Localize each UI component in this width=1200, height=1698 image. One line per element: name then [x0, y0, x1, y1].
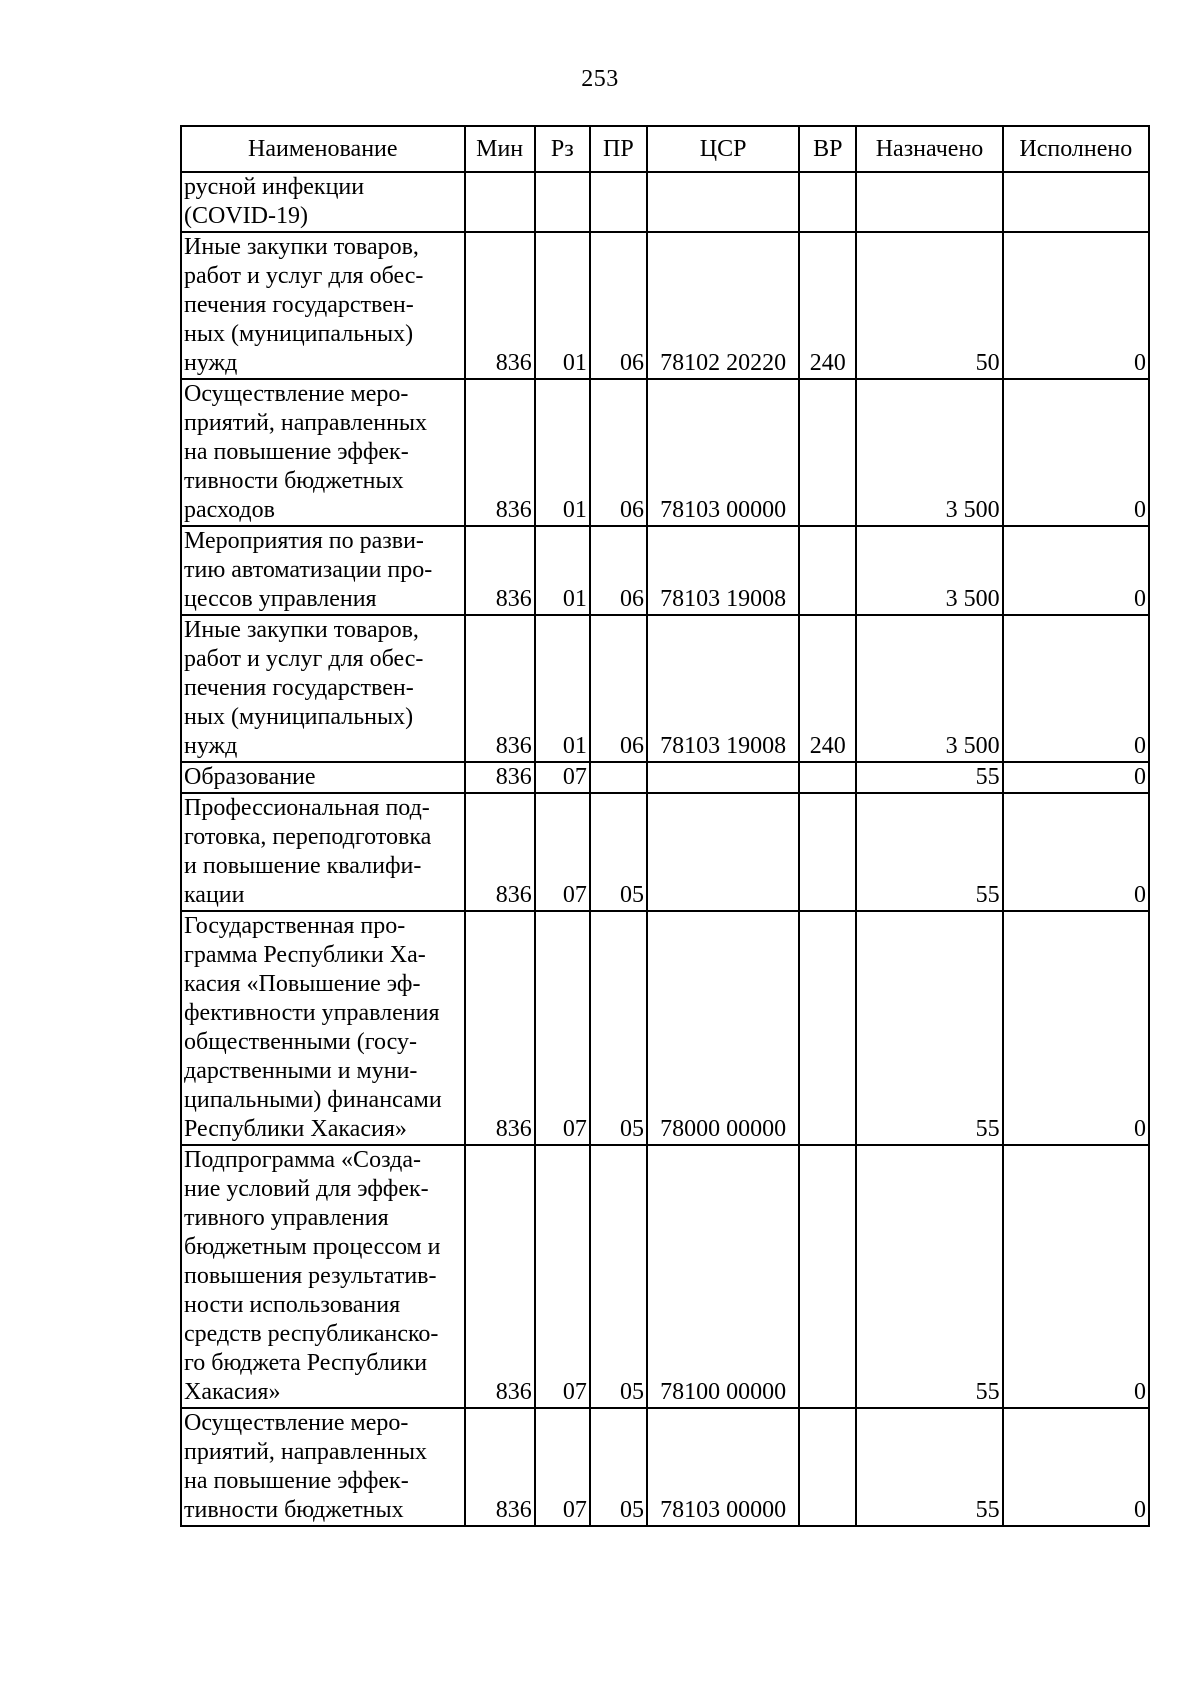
cell-vr — [799, 172, 856, 232]
cell-pr — [590, 172, 647, 232]
cell-name: Иные закупки товаров, работ и услуг для обес- печения государствен- ных (муниципальных) нужд — [181, 232, 465, 379]
cell-pr: 05 — [590, 911, 647, 1145]
cell-pr: 06 — [590, 615, 647, 762]
cell-naznacheno: 50 — [856, 232, 1002, 379]
page-number: 253 — [581, 66, 619, 92]
table-row — [181, 1408, 1149, 1526]
table-row — [181, 526, 1149, 615]
budget-table — [180, 125, 1150, 1527]
cell-vr — [799, 762, 856, 793]
header-min: Мин — [465, 126, 535, 172]
cell-csr: 78102 20220 — [647, 232, 799, 379]
cell-name: Государственная про- грамма Республики Ха- касия «Повышение эф- фективности управления общественными (госу- дарственными и муни- ципальными) финансами Республики Хакасия» — [181, 911, 465, 1145]
cell-naznacheno — [856, 172, 1002, 232]
cell-vr: 240 — [799, 232, 856, 379]
cell-pr: 05 — [590, 1145, 647, 1408]
cell-naznacheno: 55 — [856, 911, 1002, 1145]
cell-rz: 01 — [535, 232, 590, 379]
cell-min: 836 — [465, 379, 535, 526]
cell-naznacheno: 55 — [856, 762, 1002, 793]
table-row — [181, 172, 1149, 232]
cell-csr: 78103 00000 — [647, 1408, 799, 1526]
cell-ispolneno: 0 — [1003, 379, 1149, 526]
table-row — [181, 615, 1149, 762]
cell-pr: 05 — [590, 1408, 647, 1526]
cell-rz — [535, 172, 590, 232]
table-row — [181, 793, 1149, 911]
cell-ispolneno: 0 — [1003, 526, 1149, 615]
cell-pr: 06 — [590, 232, 647, 379]
cell-csr: 78100 00000 — [647, 1145, 799, 1408]
header-naznacheno: Назначено — [856, 126, 1002, 172]
header-ispolneno: Исполнено — [1003, 126, 1149, 172]
cell-rz: 01 — [535, 526, 590, 615]
cell-ispolneno: 0 — [1003, 232, 1149, 379]
cell-rz: 01 — [535, 615, 590, 762]
cell-min: 836 — [465, 911, 535, 1145]
cell-ispolneno: 0 — [1003, 911, 1149, 1145]
cell-vr — [799, 911, 856, 1145]
cell-ispolneno — [1003, 172, 1149, 232]
cell-rz: 07 — [535, 1145, 590, 1408]
cell-name: русной инфекции (COVID-19) — [181, 172, 465, 232]
table-row — [181, 379, 1149, 526]
cell-rz: 07 — [535, 1408, 590, 1526]
cell-rz: 07 — [535, 793, 590, 911]
table-body — [181, 172, 1149, 1526]
cell-min: 836 — [465, 1408, 535, 1526]
cell-csr: 78103 19008 — [647, 526, 799, 615]
cell-naznacheno: 3 500 — [856, 526, 1002, 615]
cell-csr: 78000 00000 — [647, 911, 799, 1145]
cell-pr — [590, 762, 647, 793]
cell-rz: 07 — [535, 911, 590, 1145]
cell-rz: 01 — [535, 379, 590, 526]
cell-csr — [647, 172, 799, 232]
header-name: Наименование — [181, 126, 465, 172]
cell-min: 836 — [465, 762, 535, 793]
cell-csr — [647, 793, 799, 911]
cell-naznacheno: 55 — [856, 1145, 1002, 1408]
table-row — [181, 232, 1149, 379]
cell-ispolneno: 0 — [1003, 762, 1149, 793]
cell-csr: 78103 00000 — [647, 379, 799, 526]
cell-pr: 06 — [590, 526, 647, 615]
cell-name: Образование — [181, 762, 465, 793]
cell-naznacheno: 3 500 — [856, 379, 1002, 526]
cell-ispolneno: 0 — [1003, 615, 1149, 762]
cell-name: Подпрограмма «Созда- ние условий для эффек- тивного управления бюджетным процессом и повышения результатив- ности использования средств республиканско- го бюджета Республики Хакасия» — [181, 1145, 465, 1408]
cell-vr — [799, 793, 856, 911]
cell-min: 836 — [465, 526, 535, 615]
cell-min — [465, 172, 535, 232]
cell-name: Осуществление меро- приятий, направленных на повышение эффек- тивности бюджетных — [181, 1408, 465, 1526]
cell-ispolneno: 0 — [1003, 1408, 1149, 1526]
cell-name: Профессиональная под- готовка, переподготовка и повышение квалифи- кации — [181, 793, 465, 911]
header-rz: Рз — [535, 126, 590, 172]
table-row — [181, 911, 1149, 1145]
cell-vr — [799, 1408, 856, 1526]
header-pr: ПР — [590, 126, 647, 172]
cell-vr — [799, 526, 856, 615]
cell-pr: 06 — [590, 379, 647, 526]
cell-naznacheno: 3 500 — [856, 615, 1002, 762]
cell-naznacheno: 55 — [856, 1408, 1002, 1526]
cell-min: 836 — [465, 793, 535, 911]
cell-ispolneno: 0 — [1003, 793, 1149, 911]
cell-vr — [799, 379, 856, 526]
table-header-row — [181, 126, 1149, 172]
cell-vr — [799, 1145, 856, 1408]
cell-pr: 05 — [590, 793, 647, 911]
cell-naznacheno: 55 — [856, 793, 1002, 911]
cell-min: 836 — [465, 232, 535, 379]
cell-name: Мероприятия по разви- тию автоматизации про- цессов управления — [181, 526, 465, 615]
cell-vr: 240 — [799, 615, 856, 762]
header-csr: ЦСР — [647, 126, 799, 172]
cell-ispolneno: 0 — [1003, 1145, 1149, 1408]
cell-name: Осуществление меро- приятий, направленных на повышение эффек- тивности бюджетных расходов — [181, 379, 465, 526]
table-row — [181, 1145, 1149, 1408]
cell-csr: 78103 19008 — [647, 615, 799, 762]
table-row — [181, 762, 1149, 793]
cell-min: 836 — [465, 1145, 535, 1408]
cell-min: 836 — [465, 615, 535, 762]
cell-csr — [647, 762, 799, 793]
cell-name: Иные закупки товаров, работ и услуг для обес- печения государствен- ных (муниципальных) нужд — [181, 615, 465, 762]
cell-rz: 07 — [535, 762, 590, 793]
header-vr: ВР — [799, 126, 856, 172]
